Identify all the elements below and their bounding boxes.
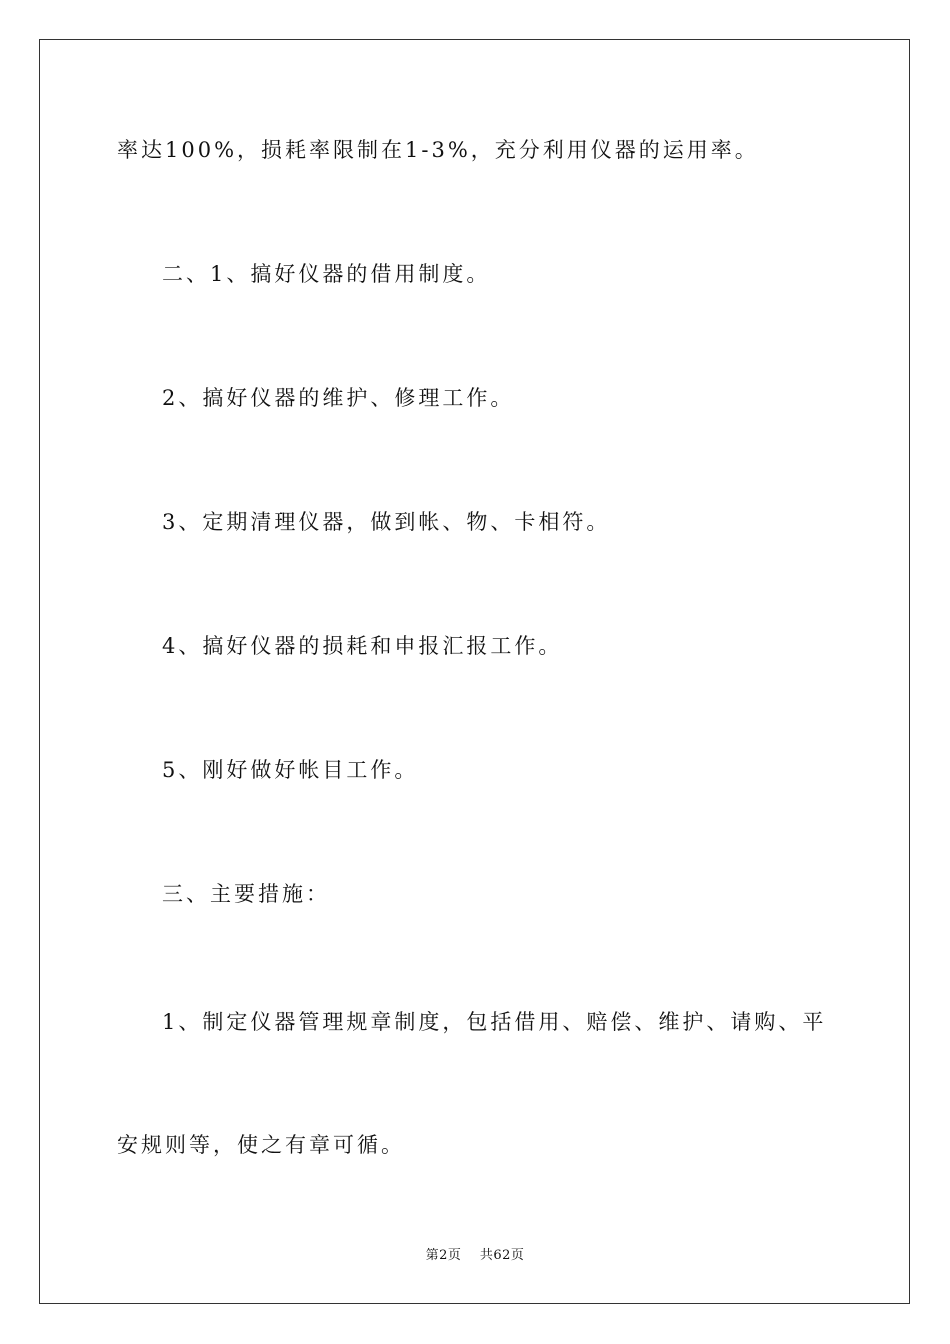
page-footer: [0, 1247, 950, 1265]
paragraph-line-4: 4、搞好仪器的损耗和申报汇报工作。: [162, 634, 563, 658]
paragraph-line-5: 5、刚好做好帐目工作。: [162, 758, 419, 782]
paragraph-line-1: 二、1、搞好仪器的借用制度。: [162, 262, 491, 286]
paragraph-line-3: 3、定期清理仪器，做到帐、物、卡相符。: [162, 510, 611, 534]
page-frame: [39, 39, 910, 1304]
paragraph-line-6: 三、主要措施：: [162, 882, 330, 906]
paragraph-line-8: 安规则等，使之有章可循。: [117, 1133, 405, 1157]
paragraph-line-7: 1、制定仪器管理规章制度，包括借用、赔偿、维护、请购、平: [162, 1010, 827, 1034]
page-number: 第2页: [425, 1248, 462, 1263]
page-total: 共62页: [479, 1248, 525, 1263]
paragraph-line-0: 率达100%，损耗率限制在1-3%，充分利用仪器的运用率。: [117, 138, 759, 162]
paragraph-line-2: 2、搞好仪器的维护、修理工作。: [162, 386, 515, 410]
